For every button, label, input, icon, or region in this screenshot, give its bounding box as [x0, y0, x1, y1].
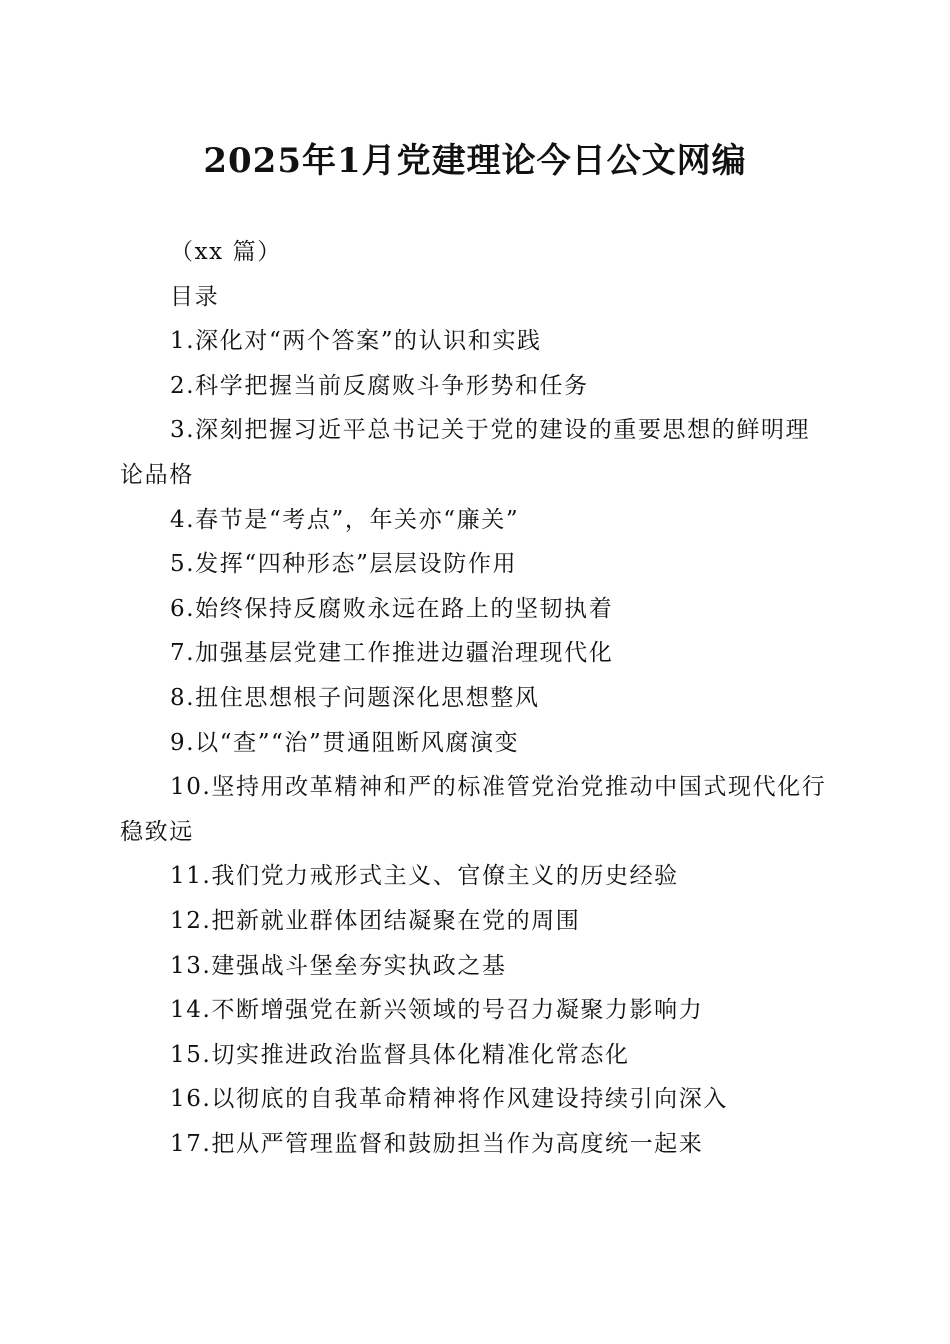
toc-item: 14.不断增强党在新兴领域的号召力凝聚力影响力: [170, 997, 704, 1024]
toc-item: 8.扭住思想根子问题深化思想整风: [170, 684, 540, 711]
toc-item: 11.我们党力戒形式主义、官僚主义的历史经验: [170, 863, 679, 890]
toc-heading: 目录: [170, 283, 220, 310]
count-note: （xx 篇）: [170, 239, 282, 265]
toc-item: 3.深刻把握习近平总书记关于党的建设的重要思想的鲜明理论品格: [120, 417, 811, 488]
toc-item: 16.以彻底的自我革命精神将作风建设持续引向深入: [170, 1086, 728, 1113]
toc-item: 5.发挥“四种形态”层层设防作用: [170, 551, 518, 578]
toc-item: 15.切实推进政治监督具体化精准化常态化: [170, 1041, 630, 1068]
toc-item: 7.加强基层党建工作推进边疆治理现代化: [170, 640, 614, 667]
document-title: 2025年1月党建理论今日公文网编: [203, 141, 747, 181]
toc-item: 4.春节是“考点”，年关亦“廉关”: [170, 506, 520, 533]
toc-item: 10.坚持用改革精神和严的标准管党治党推动中国式现代化行稳致远: [120, 774, 827, 845]
toc-item: 13.建强战斗堡垒夯实执政之基: [170, 952, 507, 979]
toc-item: 17.把从严管理监督和鼓励担当作为高度统一起来: [170, 1130, 704, 1157]
toc-item: 1.深化对“两个答案”的认识和实践: [170, 328, 542, 355]
toc-item: 12.把新就业群体团结凝聚在党的周围: [170, 907, 581, 934]
toc-item: 2.科学把握当前反腐败斗争形势和任务: [170, 372, 589, 399]
toc-item: 9.以“查”“治”贯通阻断风腐演变: [170, 729, 520, 756]
document-body: [120, 230, 832, 1166]
toc-item: 6.始终保持反腐败永远在路上的坚韧执着: [170, 595, 614, 622]
